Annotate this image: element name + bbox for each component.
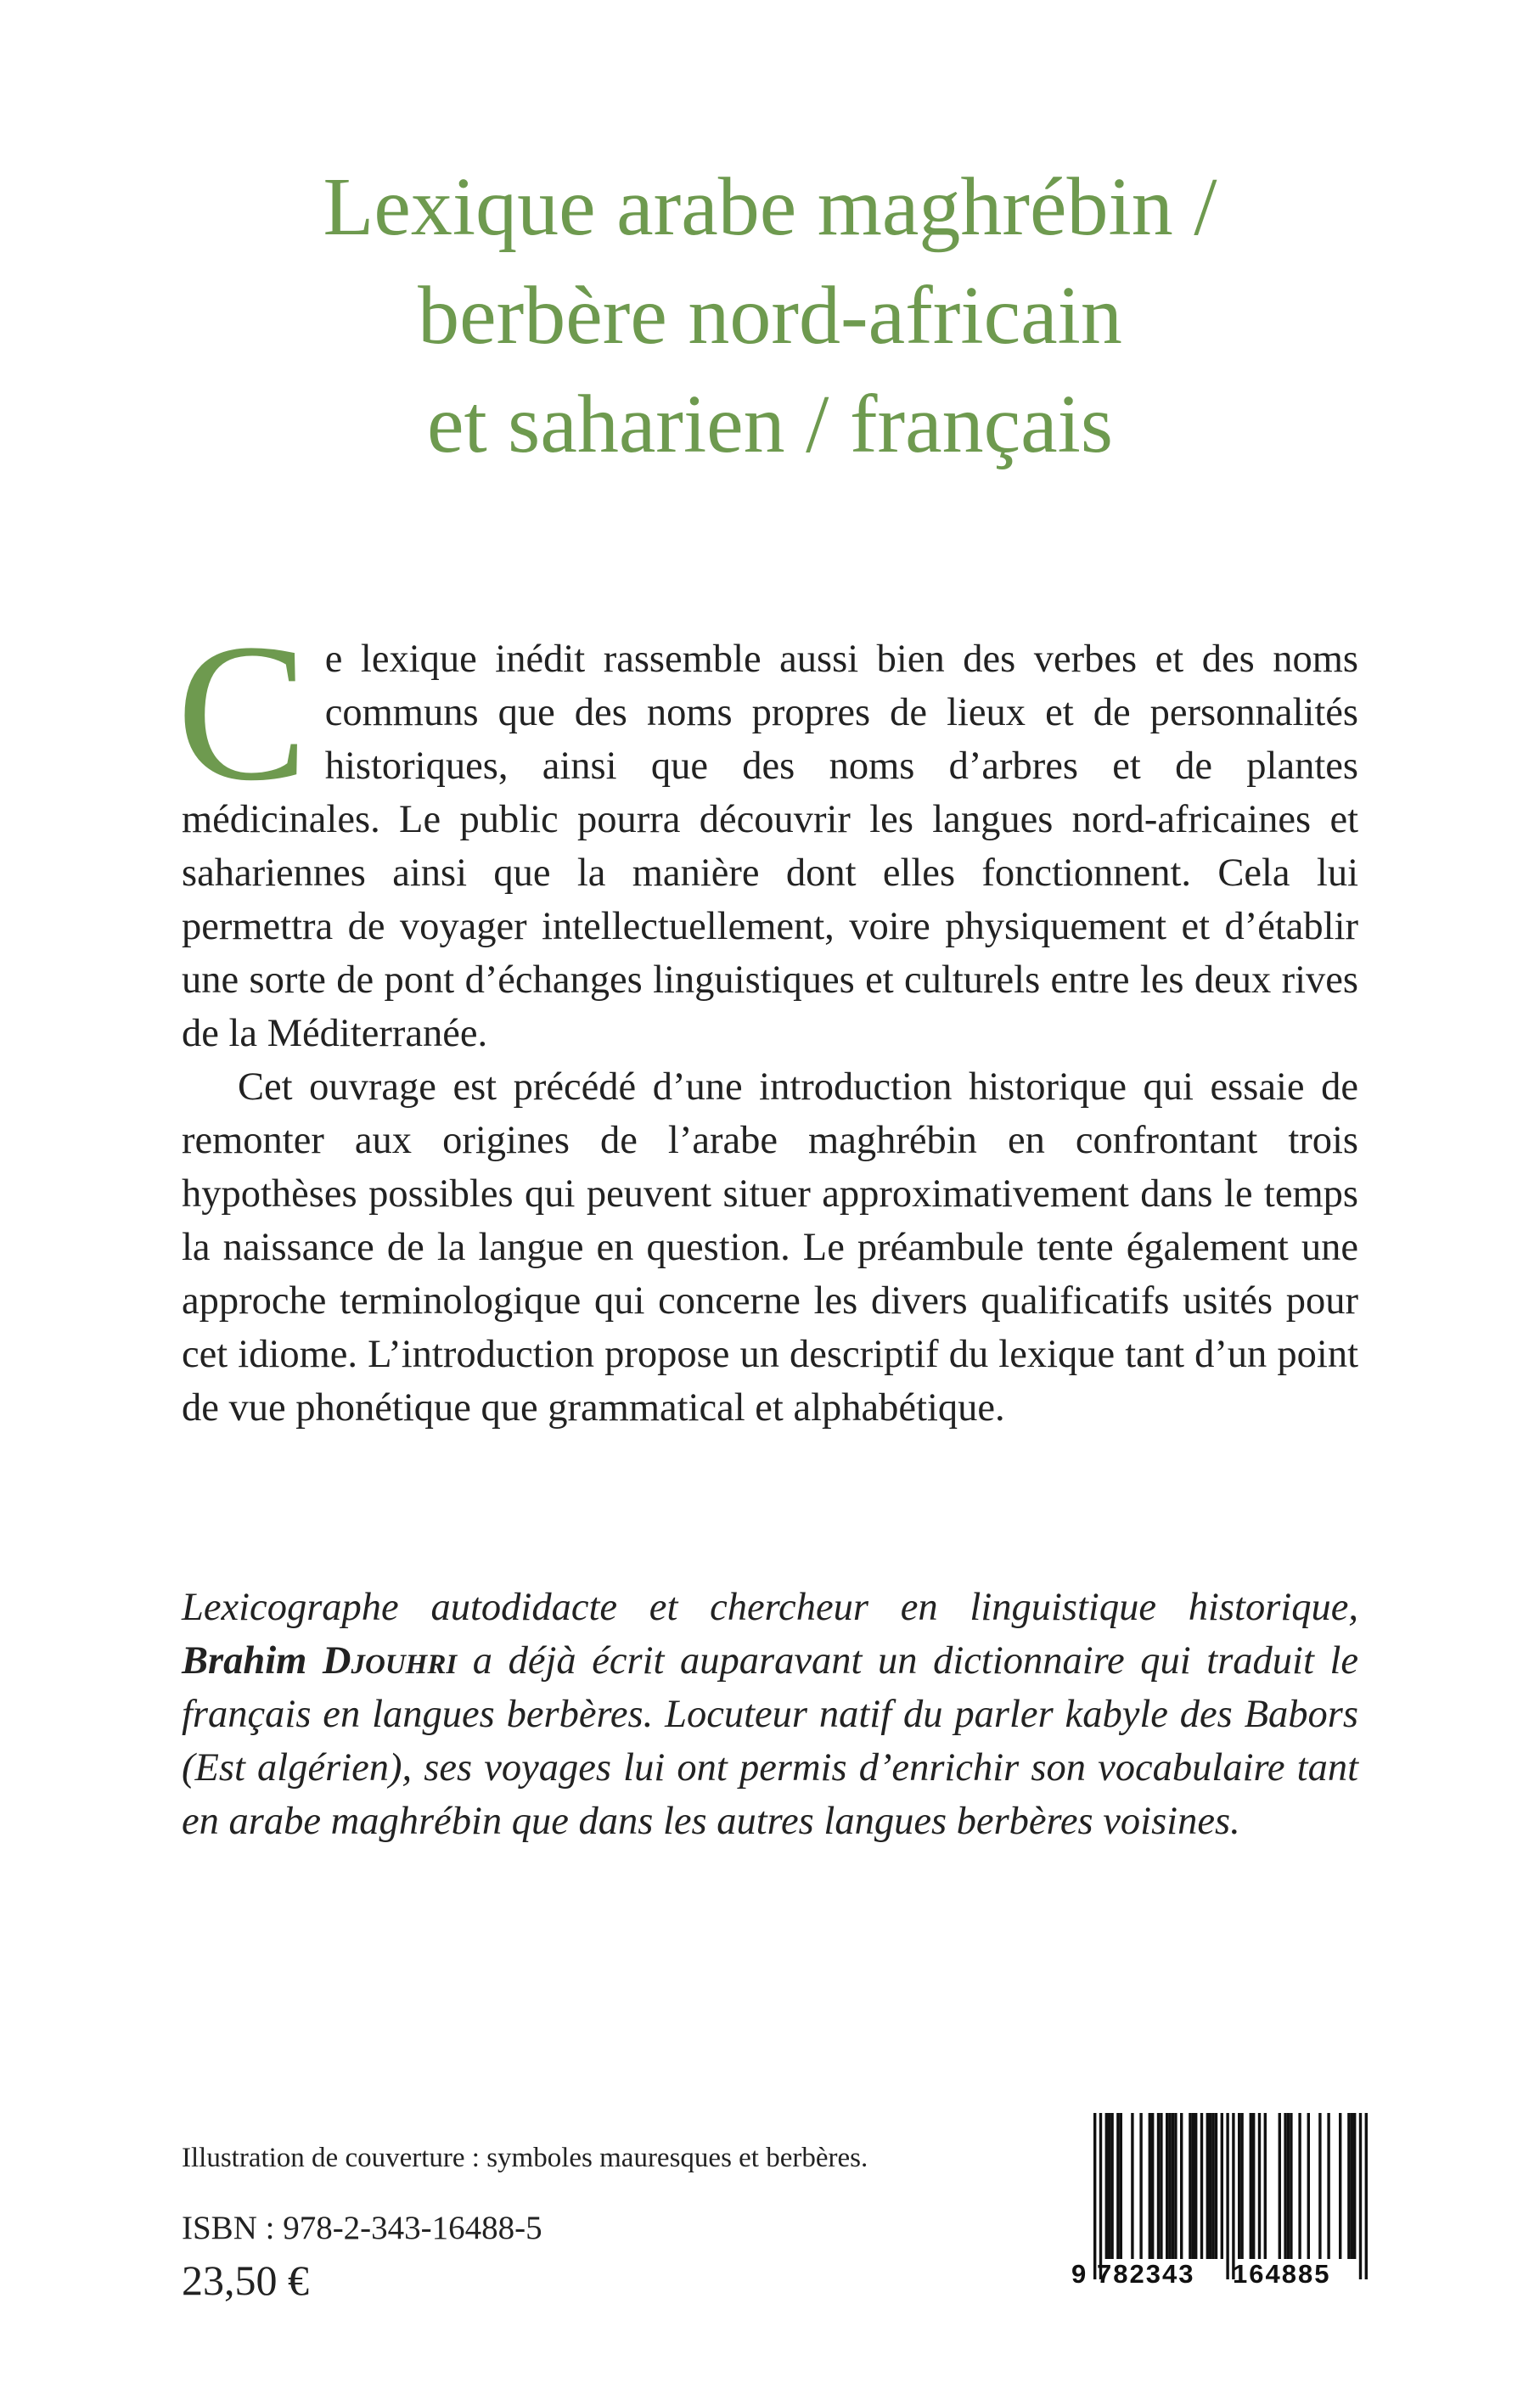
- barcode-bar: [1359, 2113, 1362, 2279]
- barcode-bar: [1200, 2113, 1203, 2259]
- barcode-bar: [1120, 2113, 1122, 2259]
- barcode-bar: [1166, 2113, 1168, 2259]
- barcode-bar: [1339, 2113, 1341, 2259]
- barcode-bar: [1252, 2113, 1255, 2259]
- barcode-bar: [1110, 2113, 1113, 2259]
- barcode-bar: [1351, 2113, 1353, 2259]
- barcode-first-digit: 9: [1071, 2259, 1087, 2289]
- drop-cap: C: [177, 604, 308, 822]
- barcode-left-group: 782343: [1097, 2259, 1195, 2289]
- barcode-bar: [1168, 2113, 1171, 2259]
- barcode-bar: [1232, 2113, 1234, 2279]
- author-surname-initial: D: [322, 1639, 351, 1683]
- barcode-bar: [1105, 2113, 1108, 2259]
- barcode: [1071, 2110, 1370, 2288]
- barcode-bar: [1149, 2113, 1151, 2259]
- title-line-2: berbère nord-africain: [418, 270, 1122, 362]
- barcode-bar: [1327, 2113, 1329, 2259]
- barcode-bar: [1108, 2113, 1110, 2259]
- barcode-bar: [1250, 2113, 1252, 2259]
- book-description: [177, 604, 1358, 1435]
- barcode-bar: [1139, 2113, 1142, 2259]
- barcode-bar: [1093, 2113, 1096, 2279]
- barcode-bar: [1192, 2113, 1194, 2259]
- barcode-bar: [1206, 2113, 1209, 2259]
- bio-rest: a déjà écrit auparavant un dictionnaire qui traduit le français en langues berbères. Locuteur natif du parler kabyle des Babors (Est algérien), ses voyages lui ont permis d’enrichir son vocabulaire tant en arabe maghrébin que dans les autres langues berbères voisines.: [182, 1639, 1359, 1843]
- barcode-bar: [1160, 2113, 1162, 2259]
- barcode-bar: [1116, 2113, 1119, 2259]
- barcode-bar: [1172, 2113, 1174, 2259]
- barcode-bar: [1209, 2113, 1211, 2259]
- barcode-bar: [1221, 2113, 1223, 2259]
- description-paragraph-2: Cet ouvrage est précédé d’une introduction historique qui essaie de remonter aux origines de l’arabe maghrébin en confrontant trois hypothèses possibles qui peuvent situer approximativement dans le temps la naissance de la langue en question. Le préambule tente également une approche terminologique qui concerne les divers qualificatifs usités pour cet idiome. L’introduction propose un descriptif du lexique tant d’un point de vue phonétique que grammatical et alphabétique.: [182, 1065, 1358, 1430]
- barcode-bar: [1279, 2113, 1281, 2259]
- barcode-bar: [1174, 2113, 1177, 2259]
- isbn: ISBN : 978-2-343-16488-5: [182, 2210, 542, 2246]
- title-line-1: Lexique arabe maghrébin /: [323, 161, 1217, 253]
- barcode-bar: [1238, 2113, 1240, 2259]
- barcode-bar: [1287, 2113, 1290, 2259]
- price: 23,50 €: [182, 2256, 309, 2304]
- barcode-bar: [1180, 2113, 1183, 2259]
- barcode-bar: [1365, 2113, 1368, 2279]
- author-surname-rest: jouhri: [351, 1639, 458, 1683]
- barcode-bar: [1240, 2113, 1243, 2259]
- barcode-bar: [1226, 2113, 1228, 2279]
- barcode-bar: [1290, 2113, 1292, 2259]
- barcode-bar: [1347, 2113, 1350, 2259]
- barcode-bar: [1215, 2113, 1217, 2259]
- barcode-bar: [1099, 2113, 1102, 2279]
- barcode-bar: [1131, 2113, 1133, 2259]
- barcode-bar: [1157, 2113, 1160, 2259]
- barcode-bar: [1353, 2113, 1356, 2259]
- barcode-bar: [1194, 2113, 1197, 2259]
- barcode-right-group: 164885: [1233, 2259, 1331, 2289]
- barcode-bar: [1298, 2113, 1301, 2259]
- barcode-bar: [1284, 2113, 1286, 2259]
- barcode-bar: [1264, 2113, 1267, 2259]
- barcode-bar: [1151, 2113, 1154, 2259]
- book-title: [0, 153, 1540, 479]
- barcode-bar: [1189, 2113, 1191, 2259]
- title-line-3: et saharien / français: [426, 379, 1114, 470]
- author-first-name: Brahim: [182, 1639, 307, 1683]
- barcode-bar: [1258, 2113, 1261, 2259]
- barcode-bar: [1318, 2113, 1321, 2259]
- description-paragraph-1: [177, 604, 1358, 1060]
- author-bio: [182, 1581, 1358, 1848]
- bio-intro: Lexicographe autodidacte et chercheur en linguistique historique,: [182, 1586, 1358, 1629]
- barcode-bar: [1211, 2113, 1214, 2259]
- barcode-bar: [1307, 2113, 1310, 2259]
- paragraph-1-text: e lexique inédit rassemble aussi bien des verbes et des noms communs que des noms propres de lieux et de personnalités historiques, ainsi que des noms d’arbres et de plantes médicinales. Le public pourra découvrir les langues nord-africaines et sahariennes ainsi que la manière dont elles fonctionnent. Cela lui permettra de voyager intellectuellement, voire physiquement et d’établir une sorte de pont d’échanges linguistiques et culturels entre les deux rives de la Méditerranée.: [182, 638, 1358, 1055]
- author-name: [182, 1639, 457, 1683]
- cover-illustration-credit: Illustration de couverture : symboles mauresques et berbères.: [182, 2143, 868, 2173]
- barcode-digits: [1071, 2261, 1370, 2288]
